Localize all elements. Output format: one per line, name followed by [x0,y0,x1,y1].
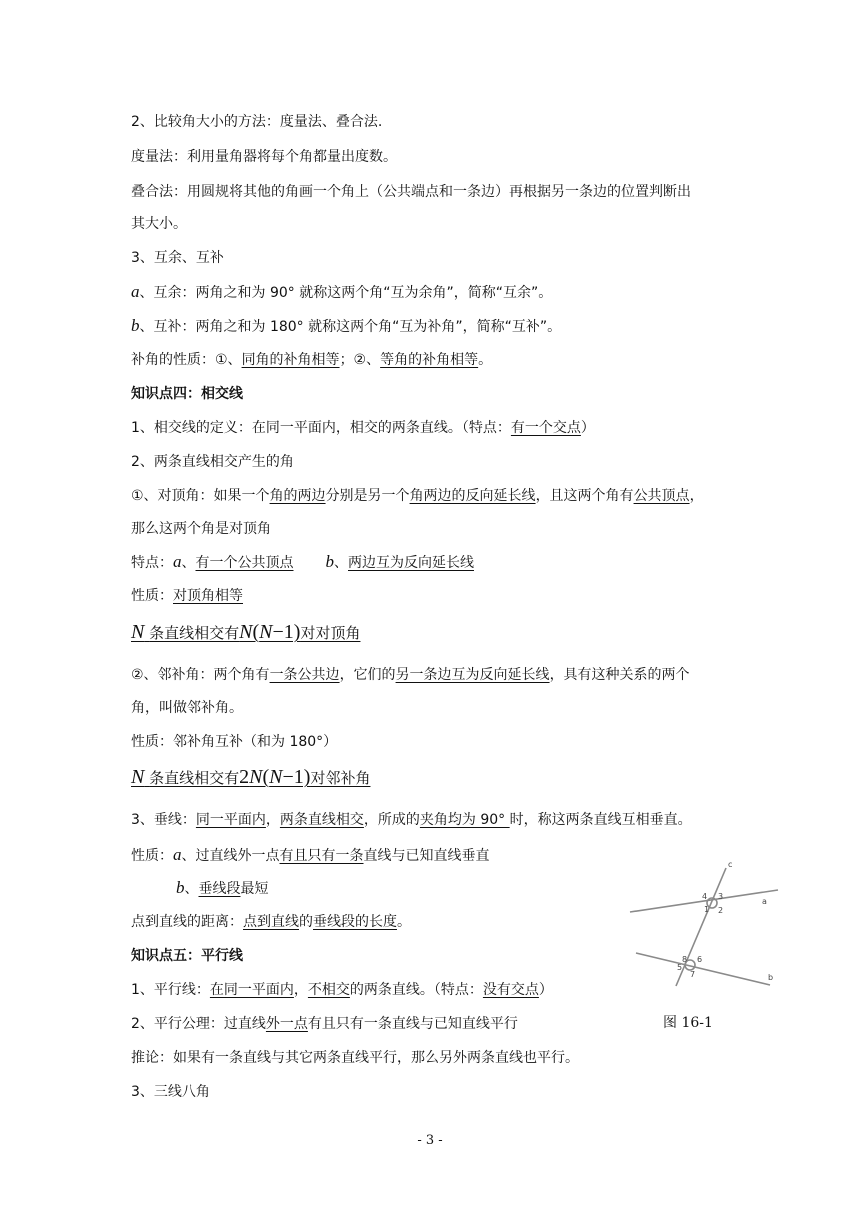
angle-label-8: 8 [682,955,688,964]
line-vertical-angle-def: ①、对顶角：如果一个角的两边分别是另一个角两边的反向延长线，且这两个角有公共顶点， [131,488,704,504]
line-complement-heading: 3、互余、互补 [131,250,224,266]
line-intersecting-def: 1、相交线的定义：在同一平面内，相交的两条直线。（特点：有一个交点） [131,420,595,436]
angle-label-2: 2 [718,906,724,915]
line-vertical-angle-property: 性质：对顶角相等 [131,588,243,604]
heading-parallel-lines: 知识点五：平行线 [131,948,243,964]
line-adjacent-angle-def-cont: 角，叫做邻补角。 [131,700,243,716]
line-parallel-def: 1、平行线：在同一平面内，不相交的两条直线。（特点：没有交点） [131,982,553,998]
line-supplement-property: 补角的性质：①、同角的补角相等；②、等角的补角相等。 [131,352,493,368]
line-vertical-angle-features: 特点：a、有一个公共顶点 b、两边互为反向延长线 [131,552,474,571]
line-supplementary: b、互补：两角之和为 180° 就称这两个角“互为补角”，简称“互补”。 [131,316,562,335]
angle-label-6: 6 [697,955,703,964]
line-angles-heading: 2、两条直线相交产生的角 [131,454,294,470]
line-adjacent-angle-property: 性质：邻补角互补（和为 180°） [131,734,338,750]
line-overlap-method-cont: 其大小。 [131,216,187,232]
angle-label-1: 1 [704,905,710,914]
angle-label-4: 4 [702,892,708,901]
line-parallel-corollary: 推论：如果有一条直线与其它两条直线平行，那么另外两条直线也平行。 [131,1050,579,1066]
figure-caption: 图 16-1 [663,1015,713,1031]
var-b: b [131,316,140,335]
page-number: - 3 - [417,1133,443,1148]
label-c: c [728,860,733,869]
formula-adjacent-angles: N 条直线相交有2N(N−1)对邻补角 [131,766,371,788]
heading-intersecting-lines: 知识点四：相交线 [131,386,243,402]
angle-label-3: 3 [718,892,724,901]
line-perpendicular-property: 性质：a、过直线外一点有且只有一条直线与已知直线垂直 [131,845,490,864]
line-vertical-angle-def-cont: 那么这两个角是对顶角 [131,521,271,537]
line-overlap-method: 叠合法：用圆规将其他的角画一个角上（公共端点和一条边）再根据另一条边的位置判断出 [131,184,691,200]
var-a: a [131,282,140,301]
line-adjacent-angle-def: ②、邻补角：两个角有一条公共边，它们的另一条边互为反向延长线，具有这种关系的两个 [131,667,690,683]
formula-vertical-angles: N 条直线相交有N(N−1)对对顶角 [131,621,361,643]
line-perpendicular-segment: b、垂线段最短 [176,878,269,897]
line-point-line-distance: 点到直线的距离：点到直线的垂线段的长度。 [131,914,411,930]
figure-16-1 [628,858,788,988]
line-compare-methods: 2、比较角大小的方法：度量法、叠合法. [131,114,383,130]
line-measure-method: 度量法：利用量角器将每个角都量出度数。 [131,149,397,165]
label-b: b [768,973,774,982]
line-parallel-axiom: 2、平行公理：过直线外一点有且只有一条直线与已知直线平行 [131,1016,518,1032]
line-b [636,953,770,985]
line-three-lines-eight-angles: 3、三线八角 [131,1084,210,1100]
line-complementary: a、互余：两角之和为 90° 就称这两个角“互为余角”，简称“互余”。 [131,282,553,301]
angle-label-5: 5 [677,963,683,972]
label-a: a [762,897,767,906]
angle-label-7: 7 [690,970,696,979]
line-perpendicular-def: 3、垂线：同一平面内，两条直线相交，所成的夹角均为 90° 时，称这两条直线互相垂直。 [131,812,692,828]
